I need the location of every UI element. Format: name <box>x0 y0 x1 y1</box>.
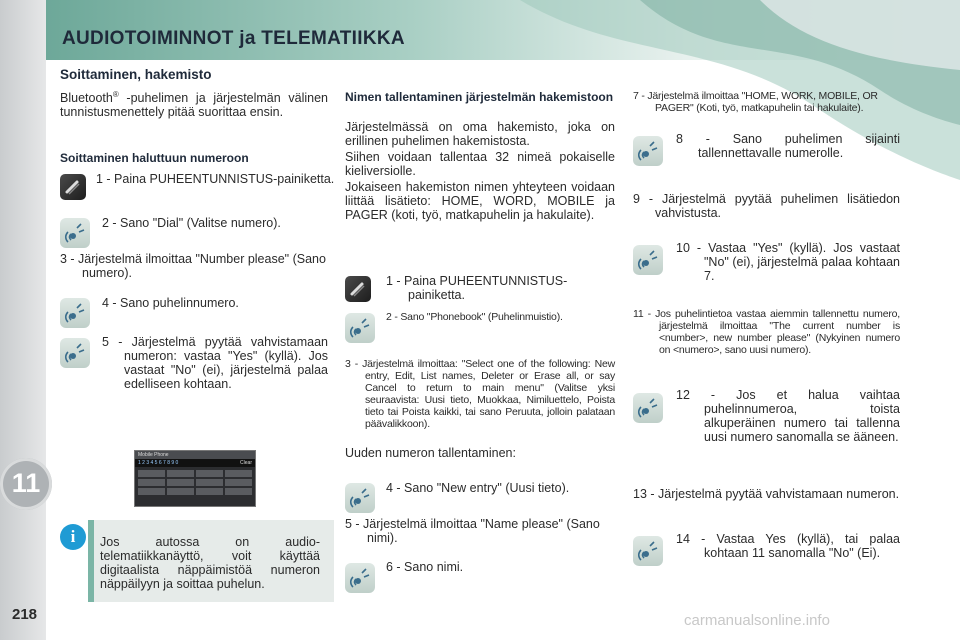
speech-icon <box>633 393 663 423</box>
speech-icon <box>60 338 90 368</box>
subsection-title: Soittaminen haluttuun numeroon <box>60 151 249 165</box>
info-icon: i <box>60 524 86 550</box>
watermark: carmanualsonline.info <box>684 612 830 629</box>
step-4: 4 - Sano puhelinnumero. <box>102 296 239 310</box>
step-13: 13 - Järjestelmä pyytää vahvistamaan numeron. <box>633 487 900 501</box>
phonebook-step-4: 4 - Sano "New entry" (Uusi tieto). <box>386 481 570 495</box>
phonebook-step-6: 6 - Sano nimi. <box>386 560 464 574</box>
phone-keypad-screen <box>134 450 256 507</box>
step-11: 11 - Jos puhelintietoa vastaa aiemmin tallennettu numero, järjestelmä ilmoittaa "The current number is <number>, new number please" (Nykyinen numero on <numero>, sano uusi numero). <box>633 308 900 356</box>
left-sidebar <box>0 0 46 640</box>
phonebook-step-3: 3 - Järjestelmä ilmoittaa: "Select one of the following: New entry, Edit, List names, Deleter or Erase all, or say Cancel to return to main menu" (Valitse yksi seuraavista: Uusi tieto, Muokkaa, Nimiluettelo, Poista tieto tai Poista kaikki, tai sano Peruuta, jolloin palataan päävalikkoon). <box>345 358 615 430</box>
step-5: 5 - Järjestelmä pyytää vahvistamaan numeron: vastaa "Yes" (kyllä). Jos vastaat "No" (ei), järjestelmä palaa edelliseen kohtaan. <box>102 335 328 391</box>
screen-keys <box>135 467 255 498</box>
step-3: 3 - Järjestelmä ilmoittaa "Number please" (Sano numero). <box>60 252 326 280</box>
speech-icon <box>633 536 663 566</box>
step-8: 8 - Sano puhelimen sijainti tallennettavalle numerolle. <box>676 132 900 160</box>
speech-icon <box>345 483 375 513</box>
speech-icon <box>60 218 90 248</box>
step-7: 7 - Järjestelmä ilmoittaa "HOME, WORK, MOBILE, OR PAGER" (Koti, työ, matkapuhelin tai hakulaite). <box>633 90 878 114</box>
new-number-subtitle: Uuden numeron tallentaminen: <box>345 446 516 460</box>
phonebook-step-1: 1 - Paina PUHEENTUNNISTUS-painiketta. <box>386 274 568 302</box>
step-12: 12 - Jos et halua vaihtaa puhelinnumeroa, toista alkuperäinen numero tai tallenna uusi numero sanomalla se ääneen. <box>676 388 900 444</box>
speech-icon <box>345 563 375 593</box>
speech-icon <box>60 298 90 328</box>
speech-icon <box>345 313 375 343</box>
phonebook-step-5: 5 - Järjestelmä ilmoittaa "Name please" (Sano nimi). <box>345 517 600 545</box>
step-2: 2 - Sano "Dial" (Valitse numero). <box>102 216 281 230</box>
voice-button-icon <box>60 174 86 200</box>
page-number: 218 <box>12 606 38 623</box>
chapter-number: 11 <box>11 468 41 498</box>
phonebook-p3: Jokaiseen hakemiston nimen yhteyteen voidaan liittää lisätieto: HOME, WORD, MOBILE ja PAGER (koti, työ, matkapuhelin ja hakulaite). <box>345 180 615 222</box>
step-14: 14 - Vastaa Yes (kyllä), tai palaa kohtaan 11 sanomalla "No" (Ei). <box>676 532 900 560</box>
step-10: 10 - Vastaa "Yes" (kyllä). Jos vastaat "No" (ei), järjestelmä palaa kohtaan 7. <box>676 241 900 283</box>
section-title-phonebook: Nimen tallentaminen järjestelmän hakemistoon <box>345 90 614 104</box>
page-title: AUDIOTOIMINNOT ja TELEMATIIKKA <box>62 28 405 49</box>
info-text: Jos autossa on audio-telematiikkanäyttö, voit käyttää digitaalista näppäimistöä numeron näppäilyyn ja soittaa puhelun. <box>100 535 320 591</box>
step-1: 1 - Paina PUHEENTUNNISTUS-painiketta. <box>96 172 335 186</box>
phonebook-p1: Järjestelmässä on oma hakemisto, joka on erillinen puhelimen hakemistosta. <box>345 120 615 148</box>
phonebook-step-2: 2 - Sano "Phonebook" (Puhelinmuistio). <box>386 311 563 323</box>
step-9: 9 - Järjestelmä pyytää puhelimen lisätiedon vahvistusta. <box>633 192 900 220</box>
section-title: Soittaminen, hakemisto <box>60 67 212 82</box>
intro-text: Bluetooth® -puhelimen ja järjestelmän välinen tunnistusmenettely pitää suorittaa ensin. <box>60 90 328 120</box>
screen-clear: Clear <box>240 460 252 466</box>
speech-icon <box>633 136 663 166</box>
phonebook-p2: Siihen voidaan tallentaa 32 nimeä pokaiselle kieliversiolle. <box>345 150 615 178</box>
speech-icon <box>633 245 663 275</box>
screen-title: Mobile Phone <box>135 451 255 459</box>
voice-button-icon <box>345 276 371 302</box>
screen-digits: 1 2 3 4 5 6 7 8 9 0 <box>138 460 179 466</box>
screen-number-field <box>135 459 255 467</box>
